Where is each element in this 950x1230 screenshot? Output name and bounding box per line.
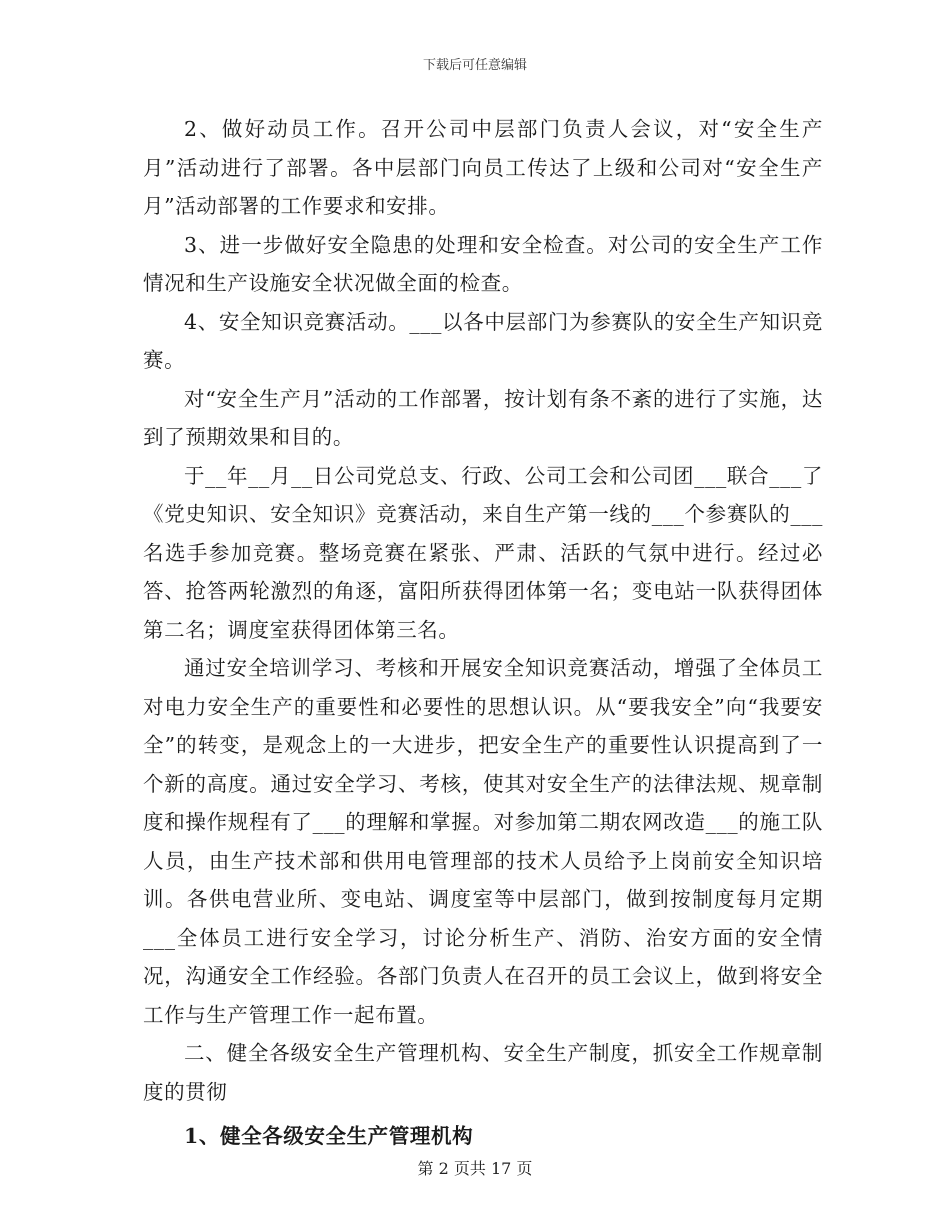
paragraph-training-outcome: 通过安全培训学习、考核和开展安全知识竞赛活动，增强了全体员工对电力安全生产的重要性和必要性的思想认识。从“要我安全”向“我要安全”的转变，是观念上的一大进步，把安全生产的重要性认识提高到了一个新的高度。通过安全学习、考核，使其对安全生产的法律法规、规章制度和操作规程有了___的理解和掌握。对参加第二期农网改造___的施工队人员，由生产技术部和供用电管理部的技术人员给予上岗前安全知识培训。各供电营业所、变电站、调度室等中层部门，做到按制度每月定期___全体员工进行安全学习，讨论分析生产、消防、治安方面的安全情况，沟通安全工作经验。各部门负责人在召开的员工会议上，做到将安全工作与生产管理工作一起布置。	[143, 656, 823, 1027]
paragraph-section-two: 二、健全各级安全生产管理机构、安全生产制度，抓安全工作规章制度的贯彻	[143, 1041, 823, 1104]
paragraph-knowledge-contest: 4、安全知识竞赛活动。___以各中层部门为参赛队的安全生产知识竞赛。	[143, 309, 823, 372]
page-footer: 第 2 页共 17 页	[417, 1159, 533, 1178]
section-heading: 1、健全各级安全生产管理机构	[184, 1124, 474, 1148]
paragraph-hazard-inspection: 3、进一步做好安全隐患的处理和安全检查。对公司的安全生产工作情况和生产设施安全状况做全面的检查。	[143, 232, 823, 295]
paragraph-deployment-summary: 对“安全生产月”活动的工作部署，按计划有条不紊的进行了实施，达到了预期效果和目的。	[143, 386, 823, 449]
document-body	[143, 110, 823, 1156]
paragraph-mobilization: 2、做好动员工作。召开公司中层部门负责人会议，对“安全生产月”活动进行了部署。各中层部门向员工传达了上级和公司对“安全生产月”活动部署的工作要求和安排。	[143, 117, 823, 218]
paragraph-contest-results: 于__年__月__日公司党总支、行政、公司工会和公司团___联合___了《党史知识、安全知识》竞赛活动，来自生产第一线的___个参赛队的___名选手参加竞赛。整场竞赛在紧张、严肃、活跃的气氛中进行。经过必答、抢答两轮激烈的角逐，富阳所获得团体第一名；变电站一队获得团体第二名；调度室获得团体第三名。	[143, 463, 823, 642]
page-header: 下载后可任意编辑	[422, 58, 527, 73]
